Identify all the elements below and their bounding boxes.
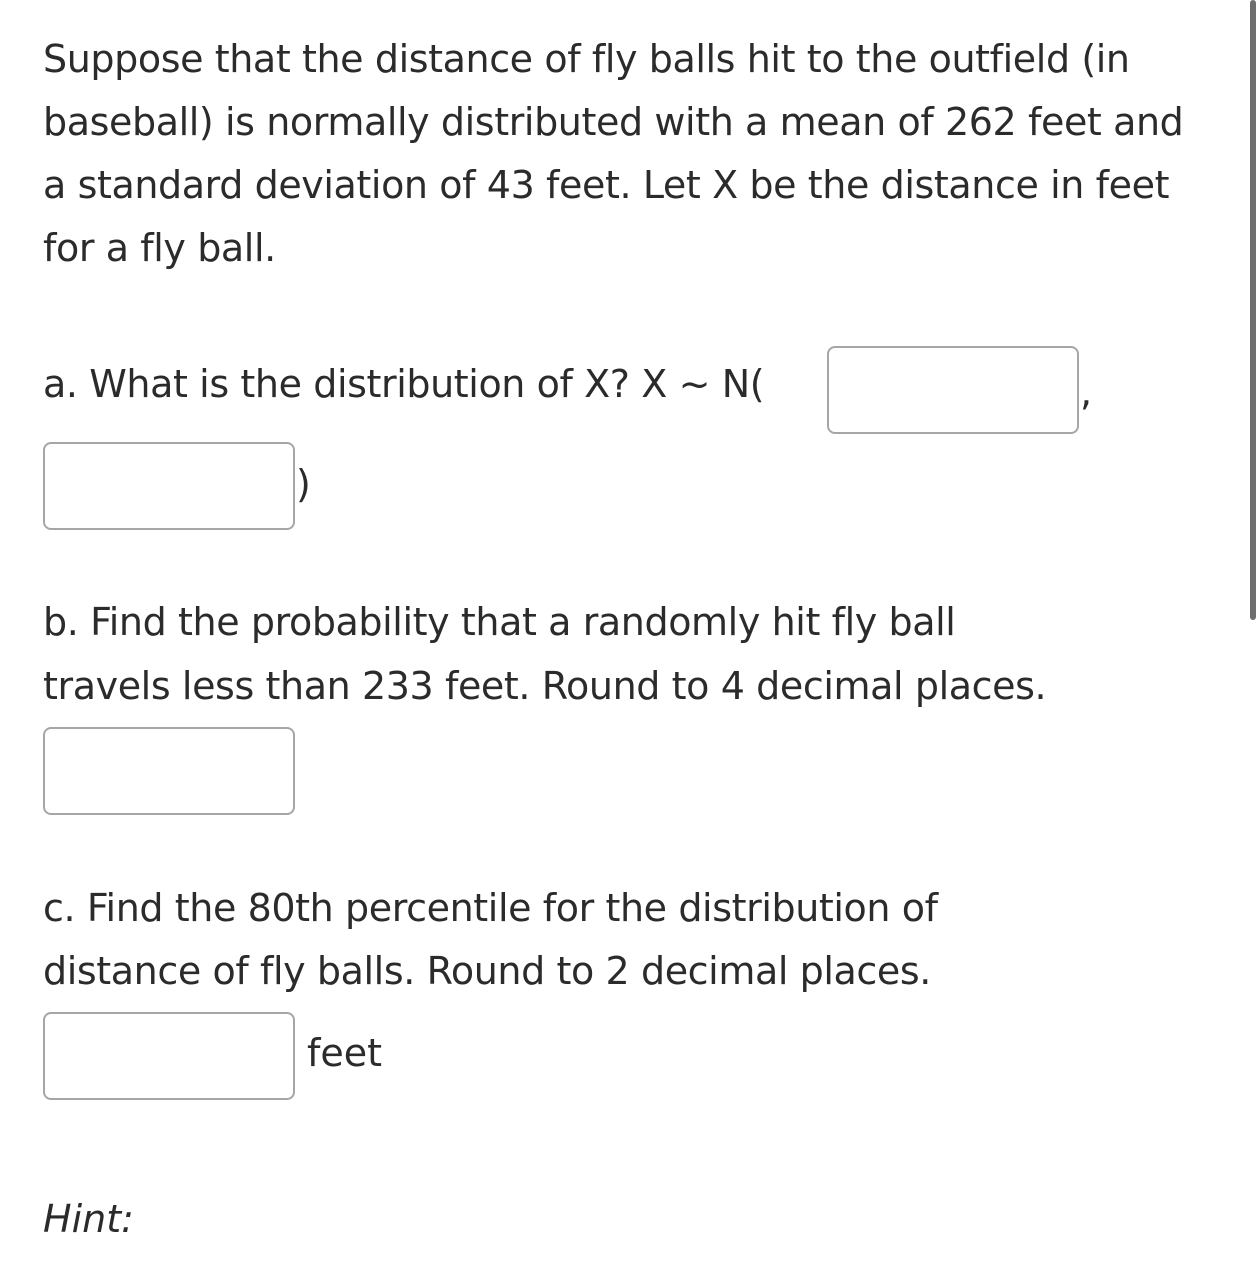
part-a-question: a. What is the distribution of X? X ~ N( (43, 362, 765, 406)
close-paren: ) (296, 462, 311, 506)
feet-unit-label: feet (307, 1031, 383, 1075)
comma-separator: , (1080, 370, 1093, 414)
mean-input[interactable] (827, 346, 1079, 434)
problem-statement: Suppose that the distance of fly balls hit to the outfield (in baseball) is normally distributed with a mean of 262 feet and a standard deviation of 43 feet. Let X be the distance in feet for a fly ball. (43, 37, 1184, 270)
part-c-question-line1: c. Find the 80th percentile for the distribution of (43, 886, 938, 930)
percentile-input[interactable] (43, 1012, 295, 1100)
part-b-question-line1: b. Find the probability that a randomly hit fly ball (43, 600, 956, 644)
sd-input[interactable] (43, 442, 295, 530)
probability-input[interactable] (43, 727, 295, 815)
hint-label[interactable]: Hint: (43, 1197, 134, 1241)
part-c-question-line2: distance of fly balls. Round to 2 decimal places. (43, 949, 931, 993)
part-b-question-line2: travels less than 233 feet. Round to 4 decimal places. (43, 664, 1047, 708)
scrollbar[interactable] (1250, 0, 1256, 620)
